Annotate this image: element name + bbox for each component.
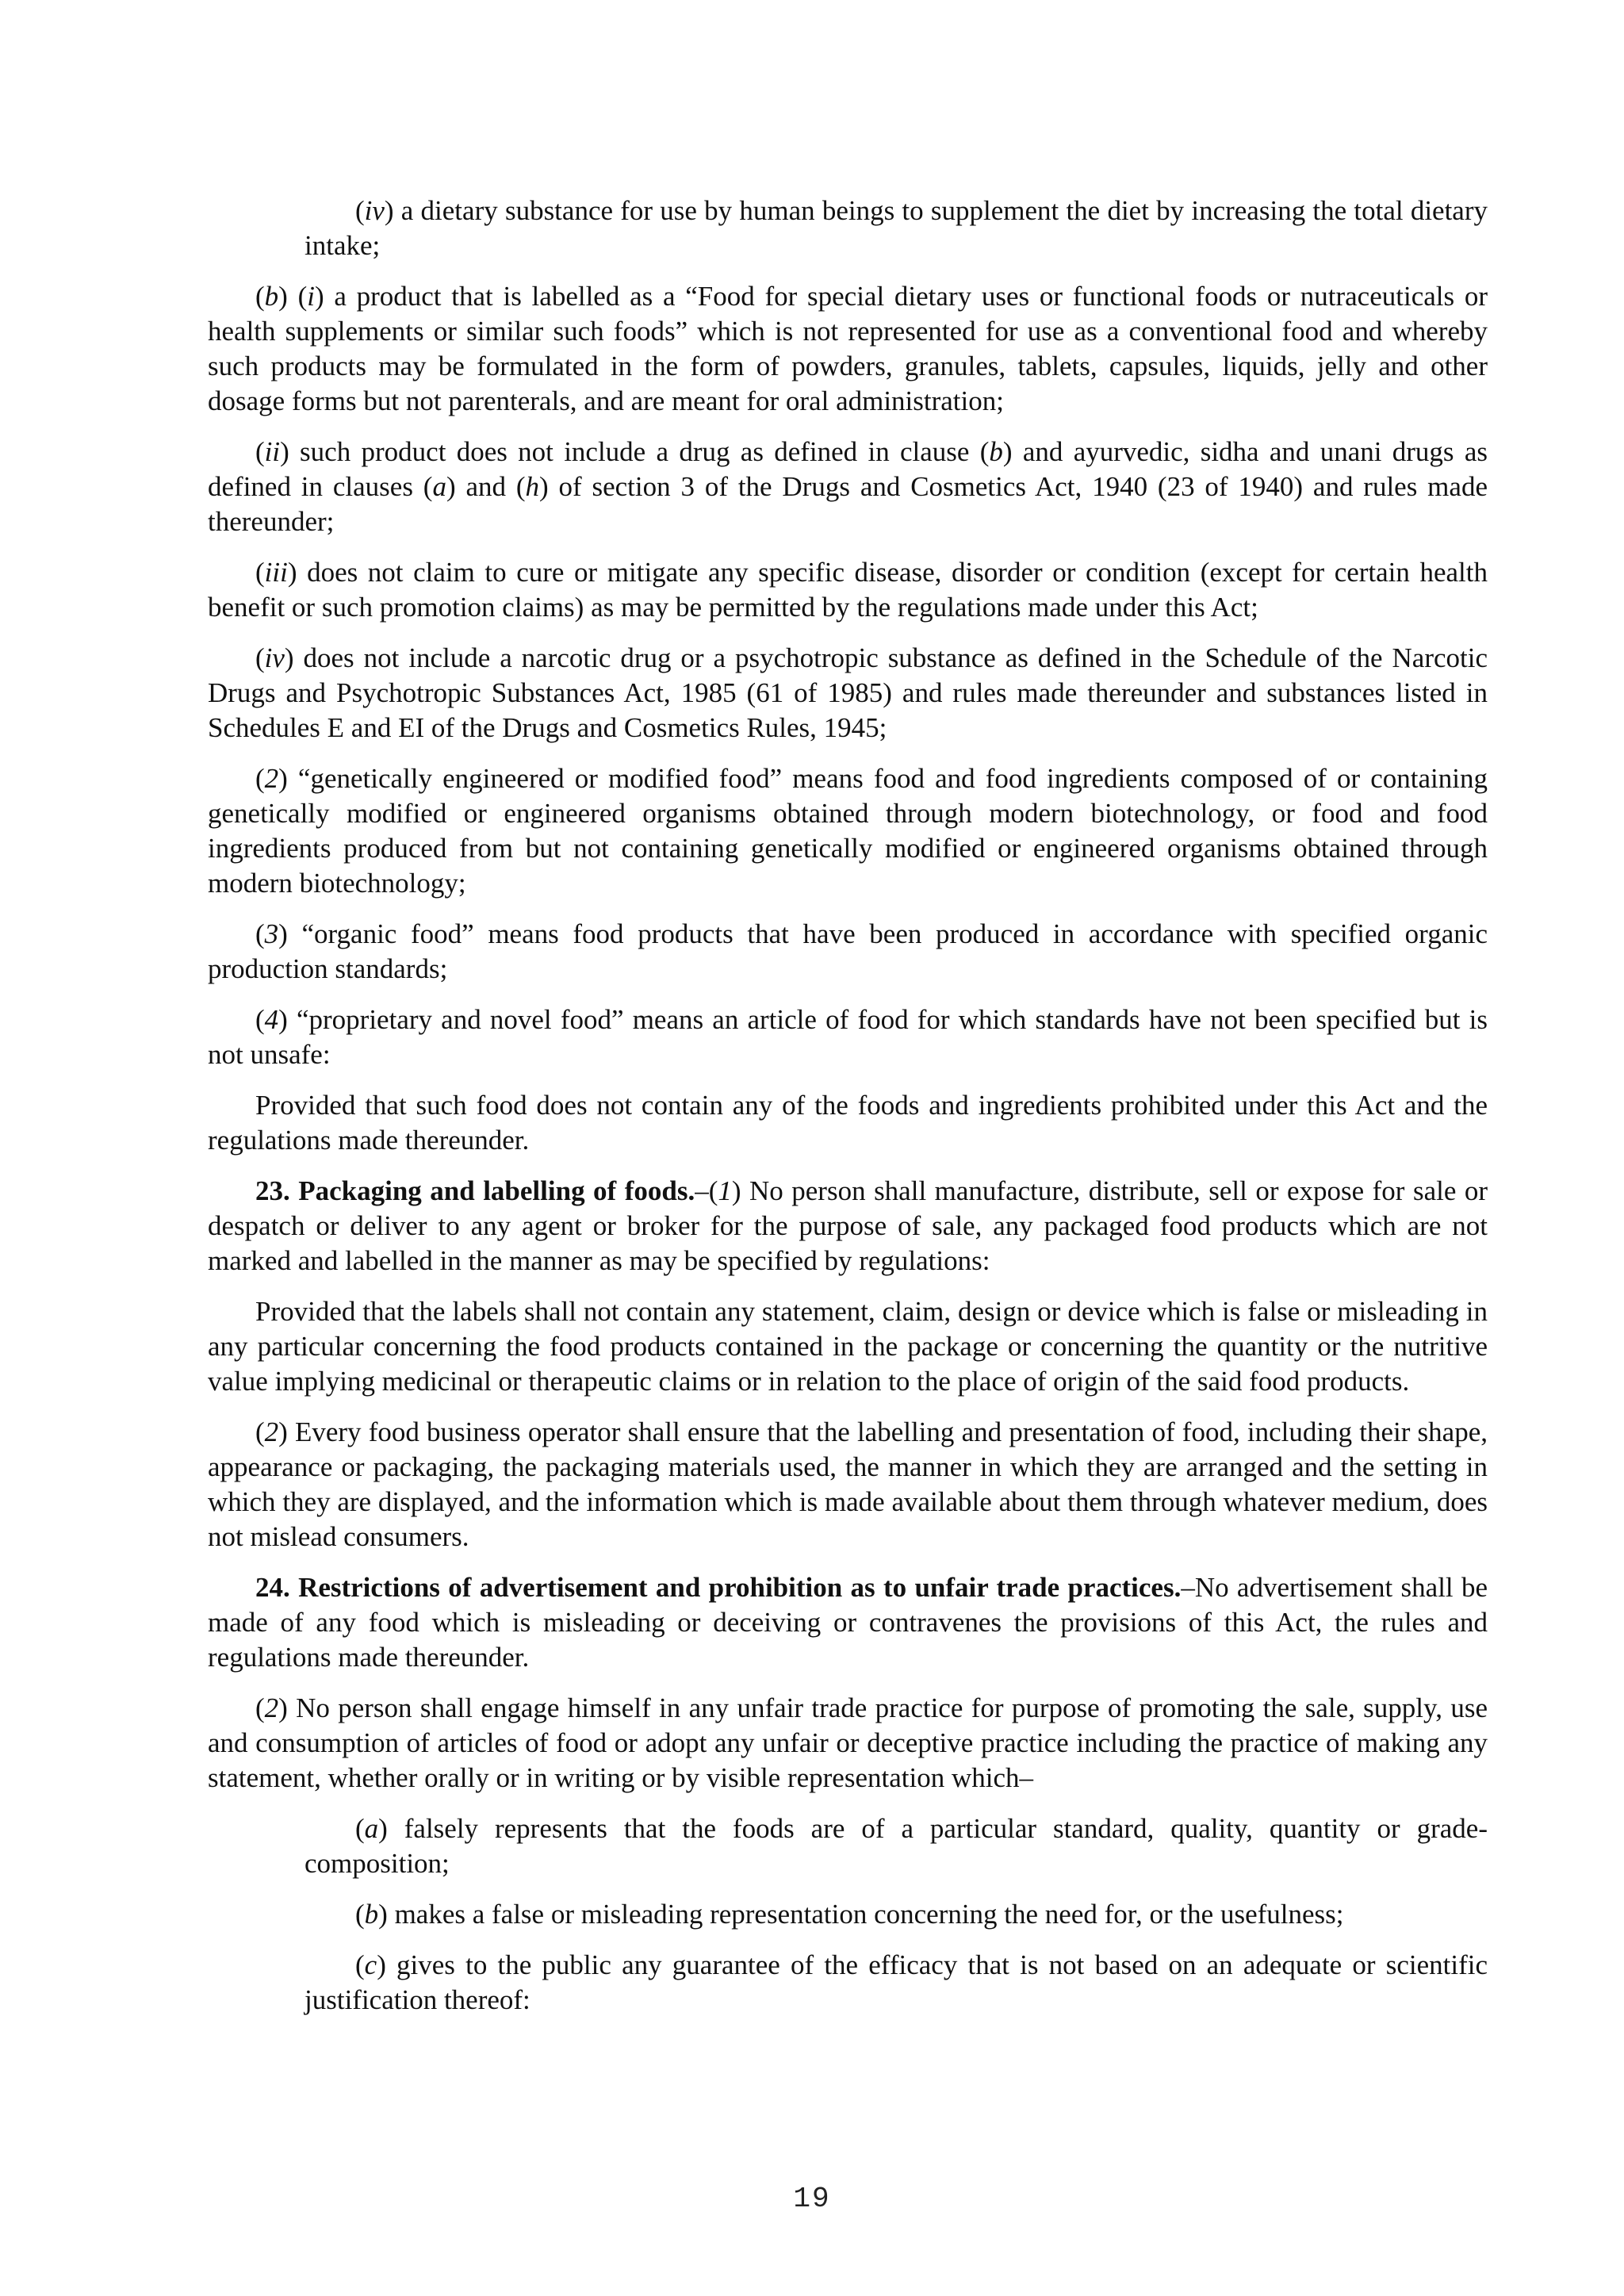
section-24-paragraph <box>208 1570 1488 1675</box>
section-23-paragraph <box>208 1174 1488 1278</box>
section-24-heading: 24. Restrictions of advertisement and prohibition as to unfair trade practices. <box>255 1572 1182 1603</box>
proviso-novel-food: Provided that such food does not contain any of the foods and ingredients prohibited under this Act and the regulations made thereunder. <box>208 1090 1488 1156</box>
clause-ii-drug-exclusion: (ii) such product does not include a drug as defined in clause (b) and ayurvedic, sidha and unani drugs as defined in clauses (a) and (h) of section 3 of the Drugs and Cosmetics Act, 1940 (23 of 1940) and rules made thereunder; <box>208 436 1488 537</box>
section-23-subsection-2: (2) Every food business operator shall ensure that the labelling and presentation of food, including their shape, appearance or packaging, the packaging materials used, the manner in which they are arranged and the setting in which they are displayed, and the information which is made available about them through whatever medium, does not mislead consumers. <box>208 1416 1488 1552</box>
section-24-clause-c: (c) gives to the public any guarantee of the efficacy that is not based on an adequate or scientific justification thereof: <box>304 1949 1488 2015</box>
section-23-subsection-1: –(1) No person shall manufacture, distribute, sell or expose for sale or despatch or deliver to any agent or broker for the purpose of sale, any packaged food products which are not marked and labelled in the manner as may be specified by regulations: <box>208 1175 1488 1276</box>
definition-2-genetically-engineered-food: (2) “genetically engineered or modified food” means food and food ingredients composed of or containing genetically modified or engineered organisms obtained through modern biotechnology, or food and food ingredients produced from but not containing genetically modified or engineered organisms obtained through modern biotechnology; <box>208 763 1488 899</box>
clause-b-i-special-dietary-food: (b) (i) a product that is labelled as a “Food for special dietary uses or functional foods or nutraceuticals or health supplements or similar such foods” which is not represented for use as a conventional food and whereby such products may be formulated in the form of powders, granules, tablets, capsules, liquids, jelly and other dosage forms but not parenterals, and are meant for oral administration; <box>208 281 1488 416</box>
proviso-labels: Provided that the labels shall not contain any statement, claim, design or device which is false or misleading in any particular concerning the food products contained in the package or concerning the quantity or the nutritive value implying medicinal or therapeutic claims or in relation to the place of origin of the said food products. <box>208 1296 1488 1397</box>
page-number: 19 <box>793 2183 831 2215</box>
section-24-clause-a: (a) falsely represents that the foods are of a particular standard, quality, quantity or grade-composition; <box>304 1813 1488 1879</box>
section-24-subsection-2: (2) No person shall engage himself in any unfair trade practice for purpose of promoting the sale, supply, use and consumption of articles of food or adopt any unfair or deceptive practice including the practice of making any statement, whether orally or in writing or by visible representation which– <box>208 1692 1488 1793</box>
clause-iii-disease-claims: (iii) does not claim to cure or mitigate any specific disease, disorder or condition (except for certain health benefit or such promotion claims) as may be permitted by the regulations made under this Act; <box>208 557 1488 623</box>
section-24-subsection-1: –No advertisement shall be made of any food which is misleading or deceiving or contravenes the provisions of this Act, the rules and regulations made thereunder. <box>208 1572 1488 1673</box>
definition-4-proprietary-novel-food: (4) “proprietary and novel food” means an article of food for which standards have not been specified but is not unsafe: <box>208 1004 1488 1070</box>
clause-iv-dietary-substance: (iv) a dietary substance for use by human beings to supplement the diet by increasing the total dietary intake; <box>304 195 1488 261</box>
definition-3-organic-food: (3) “organic food” means food products that have been produced in accordance with specified organic production standards; <box>208 918 1488 984</box>
clause-iv-narcotic-exclusion: (iv) does not include a narcotic drug or a psychotropic substance as defined in the Schedule of the Narcotic Drugs and Psychotropic Substances Act, 1985 (61 of 1985) and rules made thereunder and substances listed in Schedules E and EI of the Drugs and Cosmetics Rules, 1945; <box>208 642 1488 743</box>
section-23-heading: 23. Packaging and labelling of foods. <box>255 1175 695 1206</box>
document-body <box>208 194 1488 2033</box>
section-24-clause-b: (b) makes a false or misleading representation concerning the need for, or the usefulness; <box>355 1899 1344 1930</box>
